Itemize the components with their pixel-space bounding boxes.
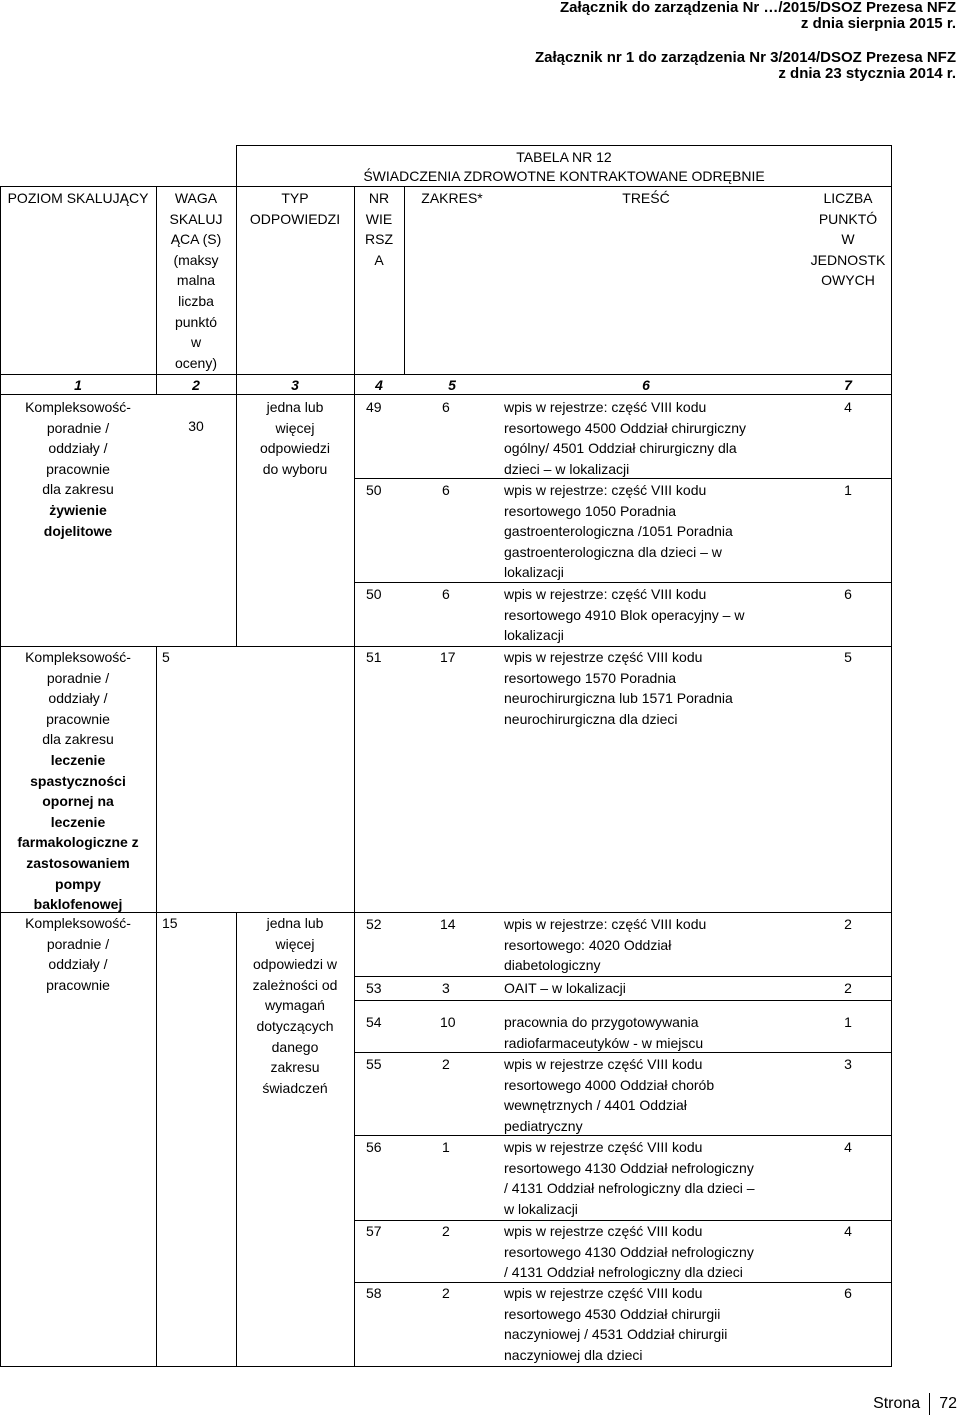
row-3-tresc-line: resortowego 1570 Poradnia (504, 669, 677, 686)
header-waga-9: oceny) (174, 354, 218, 371)
header-line-3: Załącznik nr 1 do zarządzenia Nr 3/2014/DSOZ Prezesa NFZ (535, 49, 956, 66)
header-line-4: z dnia 23 stycznia 2014 r. (778, 65, 956, 82)
row-7-tresc-line: wpis w rejestrze część VIII kodu (504, 1056, 703, 1072)
row-4-pts: 2 (844, 916, 852, 932)
group2-poziom-1: Kompleksowość- (25, 649, 131, 665)
col-number-2: 2 (192, 377, 200, 393)
row-9-tresc-line: / 4131 Oddział nefrologiczny dla dzieci (504, 1264, 743, 1281)
row-7-tresc (504, 1054, 714, 1136)
group3-typ-8: zakresu (270, 1059, 320, 1076)
row-7-nr: 55 (366, 1056, 382, 1072)
row-2-pts: 6 (844, 586, 852, 602)
row-5-tresc (504, 978, 626, 999)
row-9-tresc (504, 1221, 754, 1283)
header-liczba-1: LICZBA (823, 190, 873, 206)
header-waga-8: w (190, 334, 202, 351)
row-1-tresc (504, 480, 733, 583)
row-1-zakres: 6 (442, 482, 450, 498)
group1-poziom-4: pracownie (46, 460, 110, 477)
group1-typ-1: jedna lub (266, 399, 324, 415)
row-3-zakres: 17 (440, 649, 456, 665)
group3-typ-9: świadczeń (262, 1079, 328, 1096)
header-waga-1: WAGA (174, 190, 218, 206)
row-3-tresc-line: wpis w rejestrze część VIII kodu (504, 649, 703, 665)
document-header (535, 0, 956, 82)
header-line-2: z dnia sierpnia 2015 r. (800, 15, 956, 32)
col-number-1: 1 (74, 377, 82, 393)
group3-poziom (0, 913, 156, 995)
row-7-pts: 3 (844, 1056, 852, 1072)
row-6-pts: 1 (844, 1014, 852, 1030)
row-8-pts: 4 (844, 1139, 852, 1155)
row-4-zakres: 14 (440, 916, 456, 932)
header-waga-6: liczba (178, 292, 214, 309)
group1-poziom (0, 397, 156, 541)
row-1-nr: 50 (366, 482, 382, 498)
row-4-tresc (504, 914, 706, 976)
row-6-tresc-line: pracownia do przygotowywania (504, 1014, 699, 1030)
header-typ-1: TYP (281, 190, 309, 206)
group2-poziom-bold-6: zastosowaniem (26, 854, 130, 871)
row-1-tresc-line: lokalizacji (504, 564, 564, 581)
header-waga (156, 188, 236, 373)
group3-typ-2: więcej (275, 935, 315, 952)
row-1-tresc-line: gastroenterologiczna dla dzieci – w (504, 543, 722, 560)
row-1-tresc-line: resortowego 1050 Poradnia (504, 502, 677, 519)
row-7-tresc-line: pediatryczny (504, 1117, 583, 1134)
header-nr-4: A (374, 251, 384, 268)
group1-poziom-bold-1: żywienie (49, 501, 107, 518)
row-10-tresc (504, 1283, 727, 1365)
header-nr (354, 188, 404, 270)
group3-typ (236, 913, 354, 1098)
group1-poziom-1: Kompleksowość- (25, 399, 131, 415)
row-5-nr: 53 (366, 980, 382, 996)
row-8-tresc-line: / 4131 Oddział nefrologiczny dla dzieci – (504, 1180, 755, 1197)
row-10-zakres: 2 (442, 1285, 450, 1301)
row-2-tresc (504, 584, 744, 646)
header-typ-2: ODPOWIEDZI (249, 210, 341, 227)
row-0-zakres: 6 (442, 399, 450, 415)
group1-typ-4: do wyboru (262, 460, 328, 477)
row-0-tresc-line: resortowego 4500 Oddział chirurgiczny (504, 419, 747, 436)
row-3-tresc-line: neurochirurgiczna dla dzieci (504, 710, 678, 727)
footer-label: Strona (873, 1395, 921, 1412)
group1-typ (236, 397, 354, 479)
group3-poziom-2: poradnie / (46, 935, 110, 952)
row-8-tresc-line: resortowego 4130 Oddział nefrologiczny (504, 1159, 754, 1176)
group2-poziom-bold-3: opornej na (42, 793, 114, 810)
group1-waga: 30 (188, 418, 204, 434)
row-10-pts: 6 (844, 1285, 852, 1301)
row-6-tresc (504, 1012, 703, 1053)
row-4-tresc-line: diabetologiczny (504, 957, 601, 974)
row-8-zakres: 1 (442, 1139, 450, 1155)
row-2-tresc-line: lokalizacji (504, 627, 564, 644)
header-nr-1: NR (368, 190, 390, 206)
group3-typ-1: jedna lub (266, 915, 324, 931)
header-waga-5: malna (176, 272, 216, 289)
row-10-nr: 58 (366, 1285, 382, 1301)
group2-poziom-bold-1: leczenie (50, 751, 106, 768)
page-number: 72 (939, 1395, 957, 1412)
group2-waga: 5 (162, 649, 170, 665)
header-zakres: ZAKRES* (421, 190, 483, 206)
table-subtitle: ŚWIADCZENIA ZDROWOTNE KONTRAKTOWANE ODRĘBNIE (363, 168, 765, 184)
row-0-tresc-line: dzieci – w lokalizacji (504, 460, 630, 477)
group2-poziom-bold-8: baklofenowej (33, 896, 123, 913)
header-waga-2: SKALUJ (169, 210, 223, 227)
table-title: TABELA NR 12 (516, 149, 612, 165)
group2-poziom-2: poradnie / (46, 669, 110, 686)
row-6-zakres: 10 (440, 1014, 456, 1030)
group3-poziom-4: pracownie (46, 976, 110, 993)
group2-poziom (0, 647, 156, 915)
row-0-tresc-line: wpis w rejestrze: część VIII kodu (504, 399, 707, 415)
group1-typ-3: odpowiedzi (259, 440, 331, 457)
row-7-tresc-line: wewnętrznych / 4401 Oddział (504, 1097, 687, 1114)
row-8-nr: 56 (366, 1139, 382, 1155)
row-1-tresc-line: gastroenterologiczna /1051 Poradnia (504, 523, 733, 540)
row-3-tresc-line: neurochirurgiczna lub 1571 Poradnia (504, 690, 733, 707)
header-line-1: Załącznik do zarządzenia Nr …/2015/DSOZ Prezesa NFZ (560, 0, 956, 16)
footer-separator (929, 1393, 930, 1415)
header-nr-3: RSZ (365, 231, 393, 248)
row-6-nr: 54 (366, 1014, 382, 1030)
col-number-4: 4 (375, 377, 383, 393)
group2-poziom-5: dla zakresu (42, 731, 114, 748)
group2-poziom-bold-7: pompy (55, 875, 101, 892)
row-10-tresc-line: naczyniowej dla dzieci (504, 1346, 643, 1363)
group3-poziom-1: Kompleksowość- (25, 915, 131, 931)
group2-poziom-bold-2: spastyczności (30, 772, 126, 789)
header-liczba-5: OWYCH (821, 272, 875, 289)
group1-poziom-bold-2: dojelitowe (43, 522, 113, 539)
row-10-tresc-line: wpis w rejestrze część VIII kodu (504, 1285, 703, 1301)
row-9-zakres: 2 (442, 1223, 450, 1239)
header-liczba-2: PUNKTÓ (818, 210, 878, 227)
row-0-nr: 49 (366, 399, 382, 415)
row-8-tresc (504, 1137, 755, 1219)
col-number-6: 6 (642, 377, 650, 393)
header-waga-3: ĄCA (S) (170, 231, 222, 248)
header-liczba (804, 188, 892, 291)
group3-poziom-3: oddziały / (48, 956, 108, 973)
col-number-7: 7 (844, 377, 852, 393)
row-2-nr: 50 (366, 586, 382, 602)
group2-poziom-bold-5: farmakologiczne z (17, 834, 139, 851)
header-liczba-3: W (841, 231, 855, 248)
header-nr-2: WIE (365, 210, 393, 227)
group3-typ-3: odpowiedzi w (252, 956, 338, 973)
row-2-tresc-line: wpis w rejestrze: część VIII kodu (504, 586, 707, 602)
group2-poziom-3: oddziały / (48, 690, 108, 707)
row-10-tresc-line: resortowego 4530 Oddział chirurgii (504, 1305, 721, 1322)
col-number-5: 5 (448, 377, 456, 393)
header-poziom: POZIOM SKALUJĄCY (7, 190, 149, 206)
row-8-tresc-line: w lokalizacji (504, 1200, 578, 1217)
row-0-tresc (504, 397, 746, 479)
page-footer (873, 1393, 957, 1415)
group1-typ-2: więcej (275, 419, 315, 436)
row-3-nr: 51 (366, 649, 382, 665)
group3-typ-4: zależności od (252, 976, 338, 993)
row-6-tresc-line: radiofarmaceutyków - w miejscu (504, 1034, 704, 1051)
row-2-tresc-line: resortowego 4910 Blok operacyjny – w (504, 606, 745, 623)
header-waga-4: (maksy (173, 251, 219, 268)
group3-waga: 15 (162, 915, 178, 931)
row-0-pts: 4 (844, 399, 852, 415)
row-4-tresc-line: resortowego: 4020 Oddział (504, 936, 672, 953)
header-tresc: TREŚĆ (622, 190, 670, 206)
group3-typ-7: danego (271, 1038, 319, 1055)
group1-poziom-2: poradnie / (46, 419, 110, 436)
row-2-zakres: 6 (442, 586, 450, 602)
row-3-pts: 5 (844, 649, 852, 665)
group3-typ-5: wymagań (265, 997, 325, 1014)
row-9-tresc-line: wpis w rejestrze część VIII kodu (504, 1223, 703, 1239)
header-waga-7: punktó (174, 313, 218, 330)
group2-poziom-bold-4: leczenie (50, 813, 106, 830)
row-9-nr: 57 (366, 1223, 382, 1239)
group1-poziom-5: dla zakresu (42, 481, 114, 498)
row-1-pts: 1 (844, 482, 852, 498)
row-5-zakres: 3 (442, 980, 450, 996)
row-4-tresc-line: wpis w rejestrze: część VIII kodu (504, 916, 707, 932)
row-7-tresc-line: resortowego 4000 Oddział chorób (504, 1076, 715, 1093)
row-9-tresc-line: resortowego 4130 Oddział nefrologiczny (504, 1243, 754, 1260)
row-3-tresc (504, 647, 733, 729)
row-10-tresc-line: naczyniowej / 4531 Oddział chirurgii (504, 1326, 728, 1343)
row-1-tresc-line: wpis w rejestrze: część VIII kodu (504, 482, 707, 498)
header-liczba-4: JEDNOSTK (810, 251, 886, 268)
header-typ (236, 188, 354, 229)
group1-poziom-3: oddziały / (48, 440, 108, 457)
group2-poziom-4: pracownie (46, 710, 110, 727)
row-0-tresc-line: ogólny/ 4501 Oddział chirurgiczny dla (504, 440, 737, 457)
row-9-pts: 4 (844, 1223, 852, 1239)
col-number-3: 3 (291, 377, 299, 393)
group3-typ-6: dotyczących (256, 1017, 334, 1034)
row-5-pts: 2 (844, 980, 852, 996)
row-4-nr: 52 (366, 916, 382, 932)
row-7-zakres: 2 (442, 1056, 450, 1072)
row-5-tresc-line: OAIT – w lokalizacji (504, 980, 626, 996)
row-8-tresc-line: wpis w rejestrze część VIII kodu (504, 1139, 703, 1155)
